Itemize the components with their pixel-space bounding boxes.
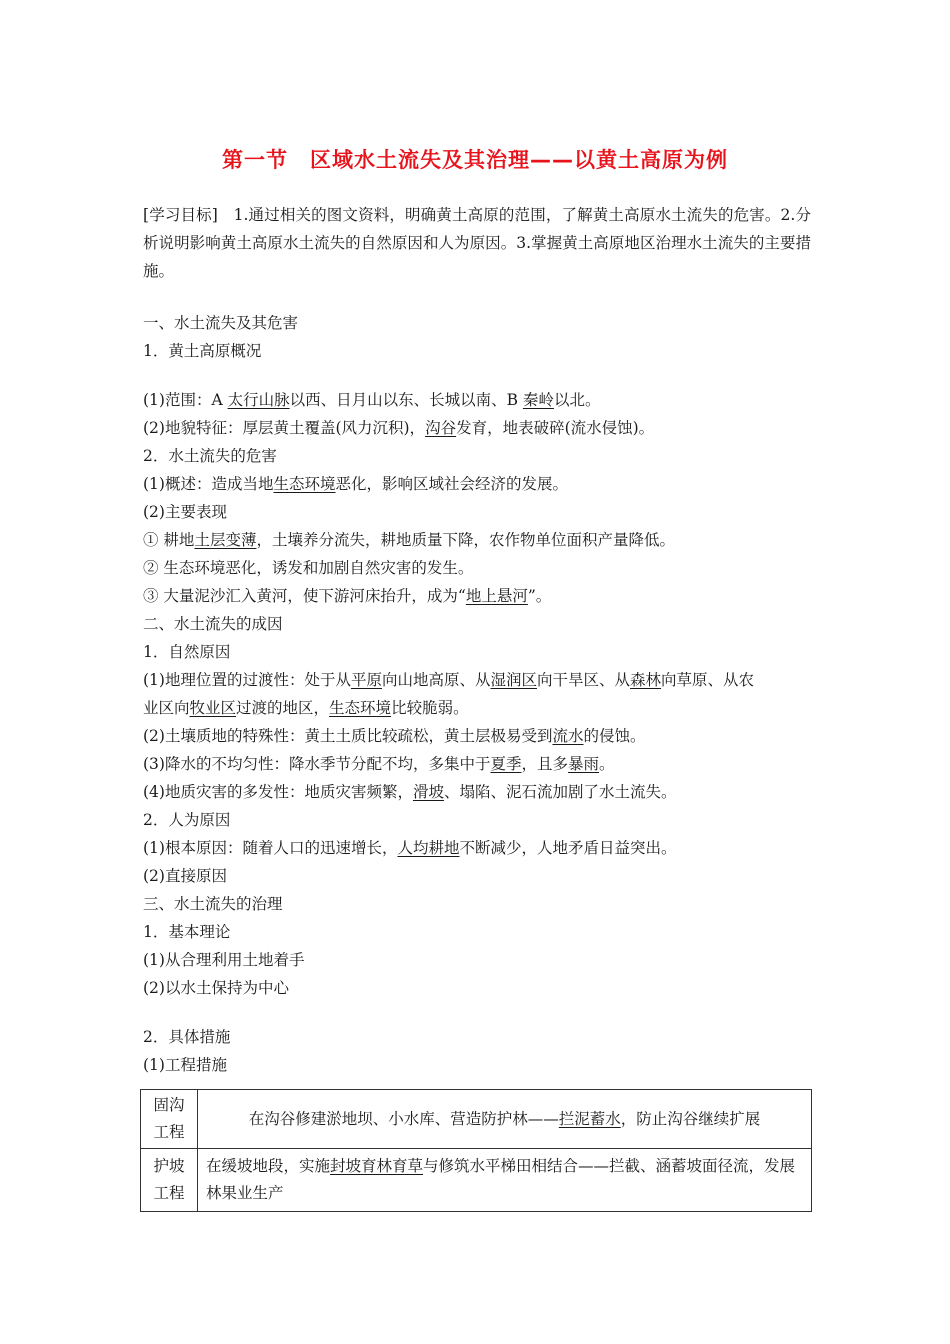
text-natural-4: (4)地质灾害的多发性：地质灾害频繁，滑坡、塌陷、泥石流加剧了水土流失。 [143, 783, 677, 801]
main-content [143, 309, 811, 1079]
section-heading-3: 三、水土流失的治理 [143, 895, 283, 913]
answer-blank: 森林 [630, 671, 662, 689]
text-point-2: ② 生态环境恶化，诱发和加剧自然灾害的发生。 [143, 559, 474, 577]
text-natural-2: (2)土壤质地的特殊性：黄土土质比较疏松，黄土层极易受到流水的侵蚀。 [143, 727, 646, 745]
objectives-label: [学习目标] [143, 206, 218, 224]
answer-blank: 生态环境 [273, 475, 336, 493]
text-overview: (1)概述：造成当地生态环境恶化，影响区域社会经济的发展。 [143, 475, 568, 493]
text-point-3: ③ 大量泥沙汇入黄河，使下游河床抬升，成为“地上悬河”。 [143, 587, 552, 605]
text-theory-2: (2)以水土保持为中心 [143, 979, 289, 997]
subheading-measures: 2．具体措施 [143, 1028, 231, 1046]
answer-blank: 平原 [350, 671, 382, 689]
answer-blank: 人均耕地 [397, 839, 460, 857]
text-engineering: (1)工程措施 [143, 1056, 227, 1074]
text-natural-1-cont: 业区向牧业区过渡的地区，生态环境比较脆弱。 [143, 699, 469, 717]
text-human-2: (2)直接原因 [143, 867, 227, 885]
answer-blank: 拦泥蓄水 [558, 1109, 621, 1128]
section-heading-2: 二、水土流失的成因 [143, 615, 283, 633]
text-terrain: (2)地貌特征：厚层黄土覆盖(风力沉积)，沟谷发育，地表破碎(流水侵蚀)。 [143, 419, 655, 437]
text-human-1: (1)根本原因：随着人口的迅速增长，人均耕地不断减少，人地矛盾日益突出。 [143, 839, 677, 857]
text-main-manifest: (2)主要表现 [143, 503, 227, 521]
answer-blank: 封坡育林育草 [330, 1157, 424, 1175]
answer-blank: 沟谷 [425, 419, 457, 437]
text-point-1: ① 耕地土层变薄，土壤养分流失，耕地质量下降，农作物单位面积产量降低。 [143, 531, 675, 549]
table-row-header: 护坡 工程 [141, 1149, 198, 1212]
table-row [141, 1090, 812, 1149]
answer-blank: 秦岭 [522, 391, 554, 409]
objectives-text: 1.通过相关的图文资料，明确黄土高原的范围，了解黄土高原水土流失的危害。2.分析说明影响黄土高原水土流失的自然原因和人为原因。3.掌握黄土高原地区治理水土流失的主要措施。 [143, 206, 811, 280]
answer-blank: 生态环境 [329, 699, 392, 717]
table-row [141, 1149, 812, 1212]
answer-blank: 土层变薄 [194, 531, 257, 549]
learning-objectives [143, 201, 811, 285]
answer-blank: 滑坡 [412, 783, 444, 801]
table-cell: 在缓坡地段，实施封坡育林育草与修筑水平梯田相结合——拦截、涵蓄坡面径流，发展林果业生产 [198, 1149, 812, 1212]
subheading-human-causes: 2．人为原因 [143, 811, 231, 829]
text-theory-1: (1)从合理利用土地着手 [143, 951, 305, 969]
subheading-harm: 2．水土流失的危害 [143, 447, 277, 465]
answer-blank: 地上悬河 [465, 587, 528, 605]
text-natural-3: (3)降水的不均匀性：降水季节分配不均，多集中于夏季，且多暴雨。 [143, 755, 615, 773]
page-title: 第一节 区域水土流失及其治理——以黄土高原为例 [222, 148, 728, 172]
section-heading-1: 一、水土流失及其危害 [143, 314, 299, 332]
subheading-basic-theory: 1．基本理论 [143, 923, 231, 941]
table-cell: 在沟谷修建淤地坝、小水库、营造防护林——拦泥蓄水，防止沟谷继续扩展 [198, 1090, 812, 1149]
answer-blank: 流水 [552, 727, 584, 745]
answer-blank: 湿润区 [490, 671, 538, 689]
table-row-header: 固沟 工程 [141, 1090, 198, 1149]
measures-table [140, 1089, 812, 1212]
text-range: (1)范围：A 太行山脉以西、日月山以东、长城以南、B 秦岭以北。 [143, 391, 601, 409]
subheading-natural-causes: 1．自然原因 [143, 643, 231, 661]
answer-blank: 夏季 [490, 755, 522, 773]
answer-blank: 暴雨 [568, 755, 600, 773]
subheading-loess-overview: 1．黄土高原概况 [143, 342, 262, 360]
text-natural-1: (1)地理位置的过渡性：处于从平原向山地高原、从湿润区向干旱区、从森林向草原、从农 [143, 671, 755, 689]
answer-blank: 牧业区 [189, 699, 237, 717]
answer-blank: 太行山脉 [227, 391, 290, 409]
